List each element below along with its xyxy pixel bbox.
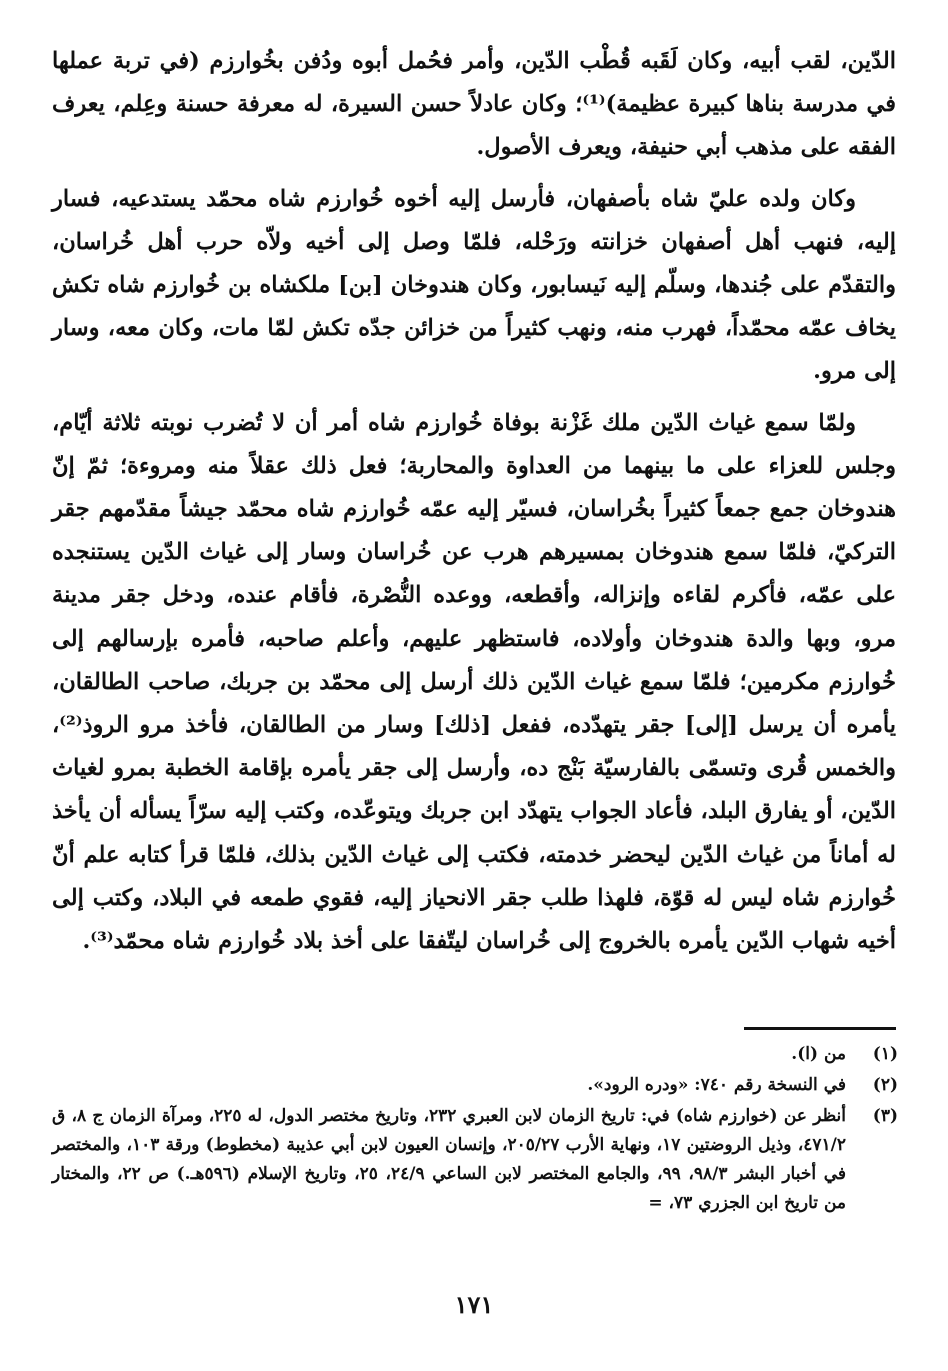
paragraph-1: الدّين، لقب أبيه، وكان لَقَبه قُطْب الدّين، وأمر فحُمل أبوه ودُفن بخُوارزم (في تربة عملها في مدرسة بناها كبيرة عظيمة)⁽¹⁾؛ وكان عادلاً حسن السيرة، له معرفة حسنة وعِلم، يعرف الفقه على مذهب أبي حنيفة، ويعرف الأصول. (52, 48, 896, 161)
footnote-text: من (ا). (791, 1044, 846, 1064)
footnote-number: (٣) (872, 1106, 898, 1126)
footnote-3 (52, 1102, 898, 1218)
footnote-text: في النسخة رقم ٧٤٠: «ودره الرود». (587, 1075, 846, 1095)
paragraph-3: ولمّا سمع غياث الدّين ملك غَزْنة بوفاة خُوارزم شاه أمر أن لا تُضرب نوبته ثلاثة أيّام، وجلس للعزاء على ما بينهما من العداوة والمحاربة؛ فعل ذلك عقلاً منه ومروءة؛ ثمّ إنّ هندوخان جمع جمعاً كثيراً بخُراسان، فسيّر إليه عمّه خُوارزم شاه محمّد جيشاً مقدّمهم جقر التركيّ، فلمّا سمع هندوخان بمسيرهم هرب عن خُراسان وسار إلى غياث الدّين يستنجده على عمّه، فأكرم لقاءه وإنزاله، وأقطعه، ووعده النُّصْرة، فأقام عنده، ودخل جقر مدينة مرو، وبها والدة هندوخان وأولاده، فاستظهر عليهم، وأعلم صاحبه، فأمره بإرسالهم إلى خُوارزم مكرمين؛ فلمّا سمع غياث الدّين ذلك أرسل إلى محمّد بن جربك، صاحب الطالقان، يأمره أن يرسل [إلى] جقر يتهدّده، ففعل [ذلك] وسار من الطالقان، فأخذ مرو الروذ⁽²⁾، والخمس قُرى وتسمّى بالفارسيّة بَنْج ده، وأرسل إلى جقر يأمره بإقامة الخطبة بمرو لغياث الدّين، أو يفارق البلد، فأعاد الجواب يتهدّد ابن جربك ويتوعّده، وكتب إليه سرّاً يسأله أن يأخذ له أماناً من غياث الدّين ليحضر خدمته، فكتب إلى غياث الدّين بذلك، فلمّا قرأ كتابه علم أنّ خُوارزم شاه ليس له قوّة، فلهذا طلب جقر الانحياز إليه، فقوي طمعه في البلاد، وكتب إلى أخيه شهاب الدّين يأمره بالخروج إلى خُراسان ليتّفقا على أخذ بلاد خُوارزم شاه محمّد⁽³⁾. (52, 409, 896, 955)
footnote-1 (52, 1040, 898, 1069)
footnote-number: (١) (872, 1044, 898, 1064)
paragraph-2: وكان ولده عليّ شاه بأصفهان، فأرسل إليه أخوه خُوارزم شاه محمّد يستدعيه، فسار إليه، فنهب أهل أصفهان خزانته ورَحْله، فلمّا وصل إلى أخيه ولاّه حرب أهل خُراسان، والتقدّم على جُندها، وسلّم إليه نَيسابور، وكان هندوخان [بن] ملكشاه بن خُوارزم شاه تكش يخاف عمّه محمّداً، فهرب منه، ونهب كثيراً من خزائن جدّه تكش لمّا مات، وكان معه، وسار إلى مرو. (52, 185, 896, 385)
footnotes (52, 1040, 898, 1220)
footnote-text: أنظر عن (خوارزم شاه) في: تاريخ الزمان لابن العبري ٢٣٢، وتاريخ مختصر الدول، له ٢٢٥، ومرآة الزمان ج ٨، ق ٤٧١/٢، وذيل الروضتين ١٧، ونهاية الأرب ٢٠٥/٢٧، وإنسان العيون لابن أبي عذيبة (مخطوط) ورقة ١٠٣، والمختصر في أخبار البشر ٩٨/٣، ٩٩، والجامع المختصر لابن الساعي ٢٤/٩، ٢٥، وتاريخ الإسلام (٥٩٦هـ.) ص ٢٢، والمختار من تاريخ ابن الجزري ٧٣، = (52, 1106, 847, 1213)
footnote-number: (٢) (872, 1075, 898, 1095)
page-number: ١٧١ (454, 1290, 494, 1319)
footnote-2 (52, 1071, 898, 1100)
footnote-separator (744, 1027, 896, 1030)
main-text (52, 40, 896, 971)
